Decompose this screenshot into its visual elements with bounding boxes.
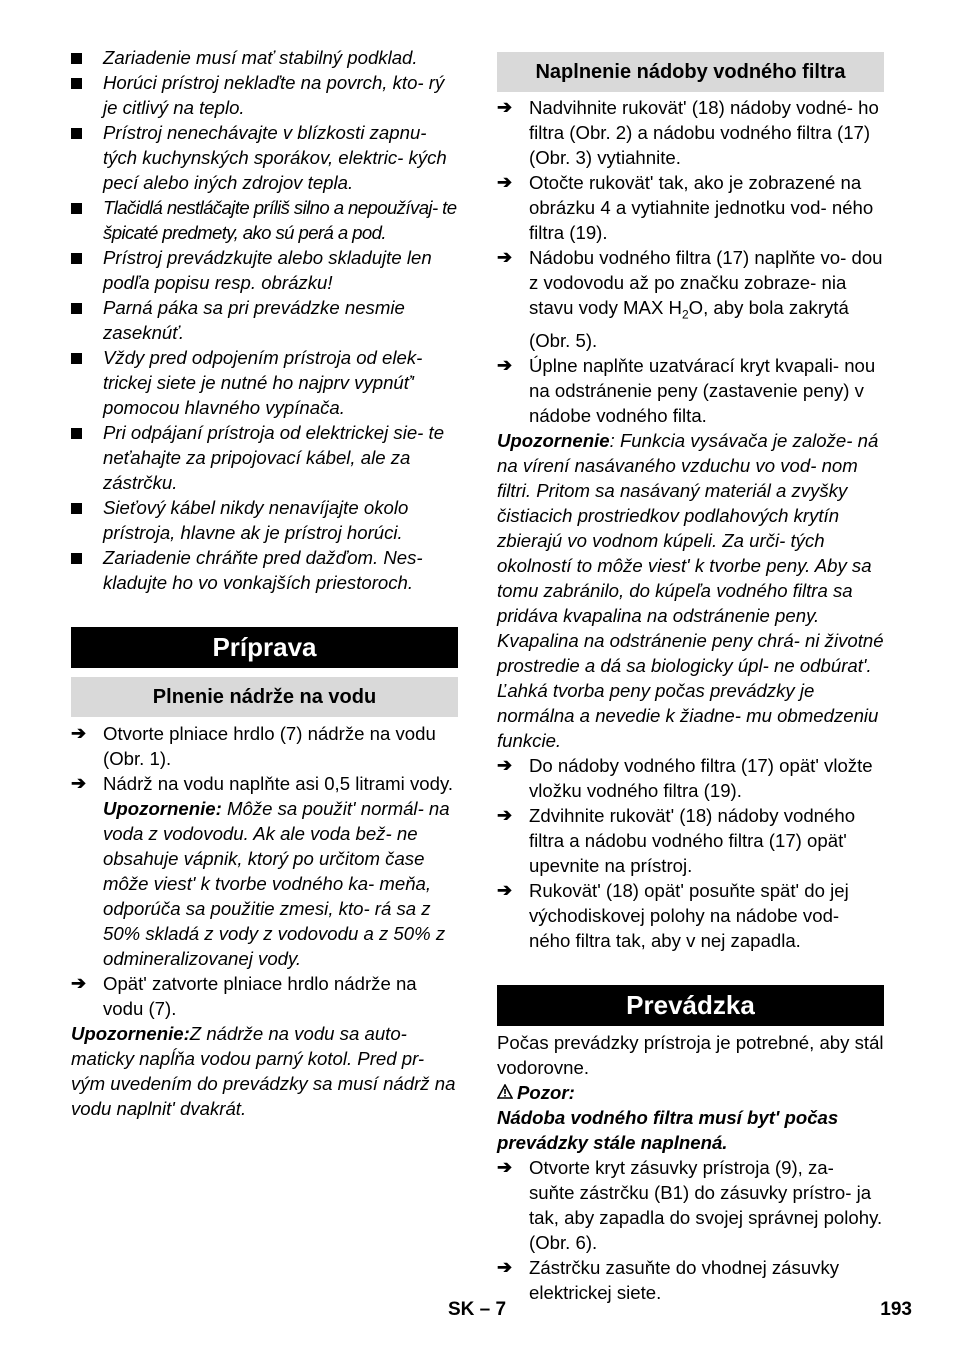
arrow-right-icon: ➔ [497, 97, 513, 117]
list-item: ➔ Zástrčku zasuňte do vhodnej zásuvky elektrickej siete. [497, 1256, 840, 1303]
list-item: Tlačidlá nestláčajte príliš silno a nepoužívaj- te špicaté predmety, ako sú perá a pod. [71, 195, 458, 245]
bullet-square-icon [71, 53, 82, 64]
list-item: ➔ Nadvihnite rukovät' (18) nádoby vodné- ho filtra (Obr. 2) a nádobu vodného filtra (17) (Obr. 3) vytiahnite. [497, 97, 879, 168]
arrow-right-icon: ➔ [497, 172, 513, 192]
arrow-right-icon: ➔ [497, 804, 513, 825]
list-item: ➔ Otočte rukovät' tak, ako je zobrazené na obrázku 4 a vytiahnite jednotku vod- ného filtra (19). [497, 172, 874, 243]
left-column [71, 45, 458, 1121]
section-title-prevadzka: Prevádzka [497, 985, 884, 1026]
list-item: Zariadenie chráňte pred dažďom. Nes- kladujte ho vo vonkajších priestoroch. [71, 545, 458, 595]
list-item: Vždy pred odpojením prístroja od elek- trickej siete je nutné ho najprv vypnúť' pomocou hlavného vypínača. [71, 345, 458, 420]
bullet-square-icon [71, 553, 82, 564]
list-item: Zariadenie musí mať stabilný podklad. [71, 45, 458, 70]
list-item: ➔ Otvorte plniace hrdlo (7) nádrže na vodu (Obr. 1). [71, 723, 436, 769]
safety-bullet-list [71, 45, 458, 595]
footer-section-label: SK – 7 [447, 1299, 507, 1320]
list-item: ➔ Rukovät' (18) opät' posuňte spät' do jej východiskovej polohy na nádobe vod- ného filtra tak, aby v nej zapadla. [497, 879, 849, 951]
right-column [497, 52, 884, 1305]
arrow-right-icon: ➔ [497, 1256, 513, 1277]
warning-triangle-icon [497, 1080, 517, 1105]
intro-paragraph: Počas prevádzky prístroja je potrebné, aby stál vodorovne. [497, 1031, 884, 1078]
bullet-square-icon [71, 503, 82, 514]
bullet-square-icon [71, 253, 82, 264]
arrow-right-icon: ➔ [71, 773, 87, 793]
list-item: Sieťový kábel nikdy nenavíjajte okolo prístroja, hlavne ak je prístroj horúci. [71, 495, 458, 545]
arrow-right-icon: ➔ [497, 354, 513, 375]
note-block: Upozornenie:Z nádrže na vodu sa auto- maticky napĺňa vodou parný kotol. Pred pr- vým uvedením do prevádzky sa musí nádrž na vodu naplnit' dvakrát. [71, 1023, 456, 1119]
section-title-priprava: Príprava [71, 627, 458, 668]
arrow-right-icon: ➔ [71, 723, 87, 743]
list-item: Horúci prístroj neklaďte na povrch, kto- rý je citlivý na teplo. [71, 70, 458, 120]
warning-text: Nádoba vodného filtra musí byt' počas prevádzky stále naplnená. [497, 1106, 839, 1153]
bullet-square-icon [71, 128, 82, 139]
list-item: Parná páka sa pri prevádzke nesmie zaseknúť. [71, 295, 458, 345]
list-item: Prístroj nenechávajte v blízkosti zapnu- tých kuchynských sporákov, elektric- kých pecí alebo iných zdrojov tepla. [71, 120, 458, 195]
list-item: ➔ Otvorte kryt zásuvky prístroja (9), za- suňte zástrčku (B1) do zásuvky prístro- ja tak, aby zapadla do svojej správnej polohy. (Obr. 6). [497, 1156, 883, 1253]
list-item: ➔ Do nádoby vodného filtra (17) opät' vložte vložku vodného filtra (19). [497, 754, 873, 801]
arrow-right-icon: ➔ [497, 754, 513, 775]
arrow-right-icon: ➔ [497, 879, 513, 900]
arrow-right-icon: ➔ [497, 247, 513, 267]
list-item: ➔ Nádrž na vodu naplňte asi 0,5 litrami vody. [71, 773, 454, 794]
arrow-right-icon: ➔ [497, 1156, 513, 1177]
note-block: Upozornenie: Funkcia vysávača je založe- ná na vírení nasávaného vzduchu vo vod- nom filtri. Pritom sa nasávaný materiál a zvyšky čistiacich prostriedkov podlahových krytín zbierajú vo vodnom kúpeli. Za urči- tých okolností to môže viest' k tvorbe peny. Aby sa tomu zabránilo, do kúpeľa vodného filtra sa pridáva kvapalina na odstránenie peny. Kvapalina na odstránenie peny chrá- ni životné prostredie a dá sa biologicky úpl- ne odbúrat'. Ľahká tvorba peny počas prevádzky je normálna a nevedie k žiadne- mu obmedzeniu funkcie. [497, 429, 884, 751]
bullet-square-icon [71, 203, 82, 214]
list-item: Prístroj prevádzkujte alebo skladujte len podľa popisu resp. obrázku! [71, 245, 458, 295]
bullet-square-icon [71, 78, 82, 89]
bullet-square-icon [71, 428, 82, 439]
list-item: Pri odpájaní prístroja od elektrickej sie- te neťahajte za pripojovací kábel, ale za zástrčku. [71, 420, 458, 495]
list-item: ➔ Opät' zatvorte plniace hrdlo nádrže na vodu (7). [71, 973, 417, 1019]
list-item: ➔ Zdvihnite rukovät' (18) nádoby vodného filtra a nádobu vodného filtra (17) opät' upevnite na prístroj. [497, 804, 856, 876]
bullet-square-icon [71, 353, 82, 364]
list-item: ➔ Nádobu vodného filtra (17) naplňte vo- dou z vodovodu až po značku zobraze- nia stavu vody MAX $H_2O$, aby bola zakrytá (Obr. 5). [497, 247, 883, 351]
bullet-square-icon [71, 303, 82, 314]
note-block: Upozornenie: Môže sa použit' normál- na voda z vodovodu. Ak ale voda bež- ne obsahuje vápnik, ktorý po určitom čase môže viest' k tvorbe vodného ka- meňa, odporúča sa použitie zmesi, kto- rá sa z 50% skladá z vody z vodovodu a z 50% z odmineralizovanej vody. [103, 798, 450, 969]
subsection-title-water-filter: Naplnenie nádoby vodného filtra [497, 52, 884, 92]
warning-label: Pozor: [497, 1080, 884, 1105]
page-number: 193 [880, 1299, 912, 1320]
list-item: ➔ Úplne naplňte uzatvárací kryt kvapali- nou na odstránenie peny (zastavenie peny) v nádobe vodného filta. [497, 354, 876, 426]
subsection-title-water-tank: Plnenie nádrže na vodu [71, 677, 458, 717]
arrow-right-icon: ➔ [71, 973, 87, 993]
